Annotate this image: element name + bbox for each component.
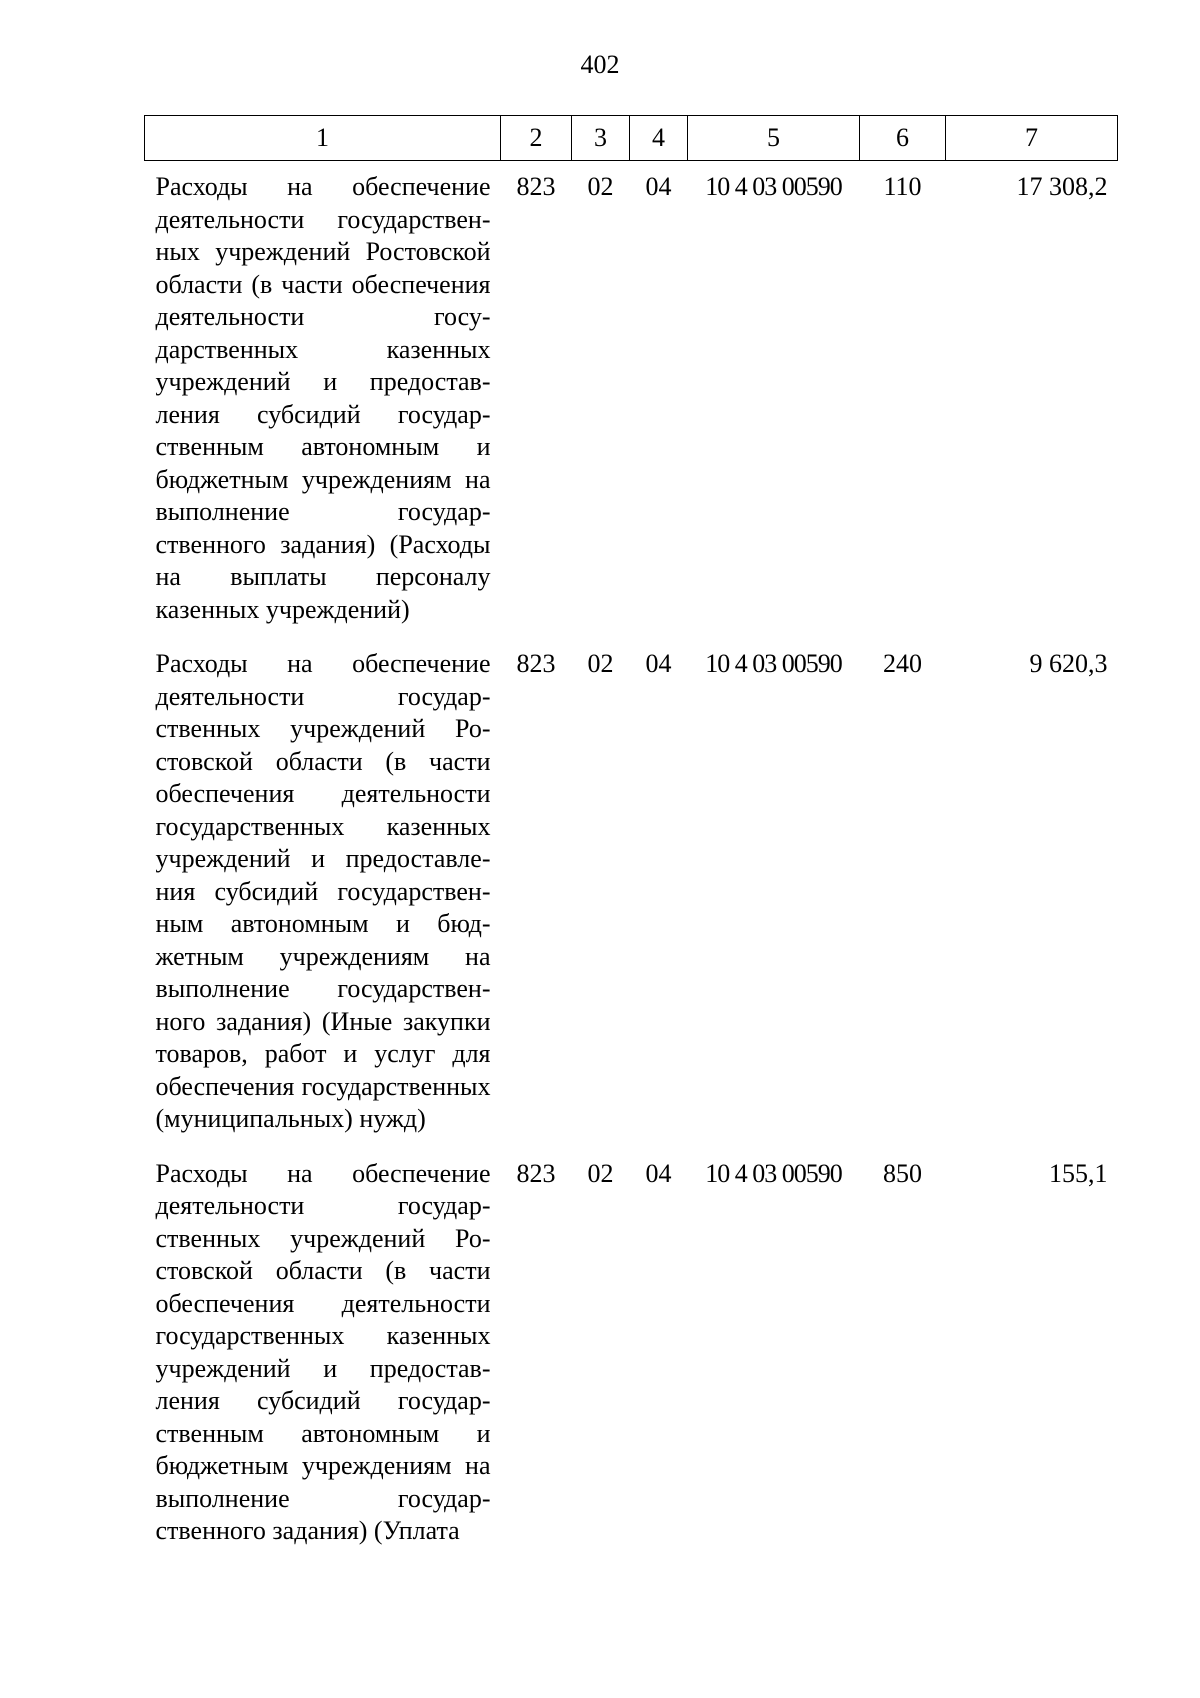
row-description: Расходы на обеспечение деятельности государственных учреждений Ростовской области (в части обеспечения деятельности государственных казенных учреждений и предоставления субсидий государственным автономным и бюджетным учреждениям на выполнение государственного задания) (Уплата — [155, 1158, 491, 1545]
header-row — [145, 116, 1118, 161]
row-section: 02 — [587, 1158, 614, 1188]
row-expense-type: 240 — [883, 649, 922, 678]
row-description: Расходы на обеспечение деятельности государственных учреждений Ростовской области (в части обеспечения деятельности государственных казенных учреждений и предоставления субсидий государственным автономным и бюджетным учреждениям на выполнение государственного задания) (Иные закупки товаров, работ и услуг для обеспечения государственных (муниципальных) нужд) — [155, 649, 491, 1133]
row-target-article: 10 4 03 00590 — [705, 172, 842, 201]
row-admin-code: 823 — [516, 1158, 556, 1188]
row-description: Расходы на обеспечение деятельности государственных учреждений Ростовской области (в части обеспечения деятельности государственных казенных учреждений и предоставления субсидий государственным автономным и бюджетным учреждениям на выполнение государственного задания) (Расходы на выплаты персоналу казенных учреждений) — [155, 172, 491, 624]
table-row — [145, 161, 1118, 639]
row-subsection: 04 — [645, 172, 672, 201]
header-cell-3: 3 — [572, 116, 630, 161]
table-row — [145, 1148, 1118, 1560]
budget-table — [144, 115, 1118, 1560]
table-header — [145, 116, 1118, 161]
row-target-article: 10 4 03 00590 — [705, 649, 842, 678]
header-cell-4: 4 — [630, 116, 688, 161]
table-body — [145, 161, 1118, 1560]
table-row — [145, 638, 1118, 1148]
page-number: 402 — [580, 50, 620, 79]
row-expense-type: 110 — [883, 172, 922, 201]
row-target-article: 10 4 03 00590 — [705, 1158, 842, 1188]
header-cell-5: 5 — [688, 116, 860, 161]
row-amount: 9 620,3 — [1029, 649, 1108, 678]
row-section: 02 — [587, 172, 614, 201]
row-section: 02 — [587, 649, 614, 678]
row-amount: 17 308,2 — [1016, 172, 1108, 201]
header-cell-7: 7 — [946, 116, 1118, 161]
row-amount: 155,1 — [1049, 1158, 1108, 1188]
header-cell-6: 6 — [860, 116, 946, 161]
row-admin-code: 823 — [516, 649, 556, 678]
row-expense-type: 850 — [883, 1158, 922, 1188]
header-cell-2: 2 — [501, 116, 572, 161]
header-cell-1: 1 — [145, 116, 501, 161]
row-subsection: 04 — [645, 1158, 672, 1188]
row-subsection: 04 — [645, 649, 672, 678]
row-admin-code: 823 — [516, 172, 556, 201]
